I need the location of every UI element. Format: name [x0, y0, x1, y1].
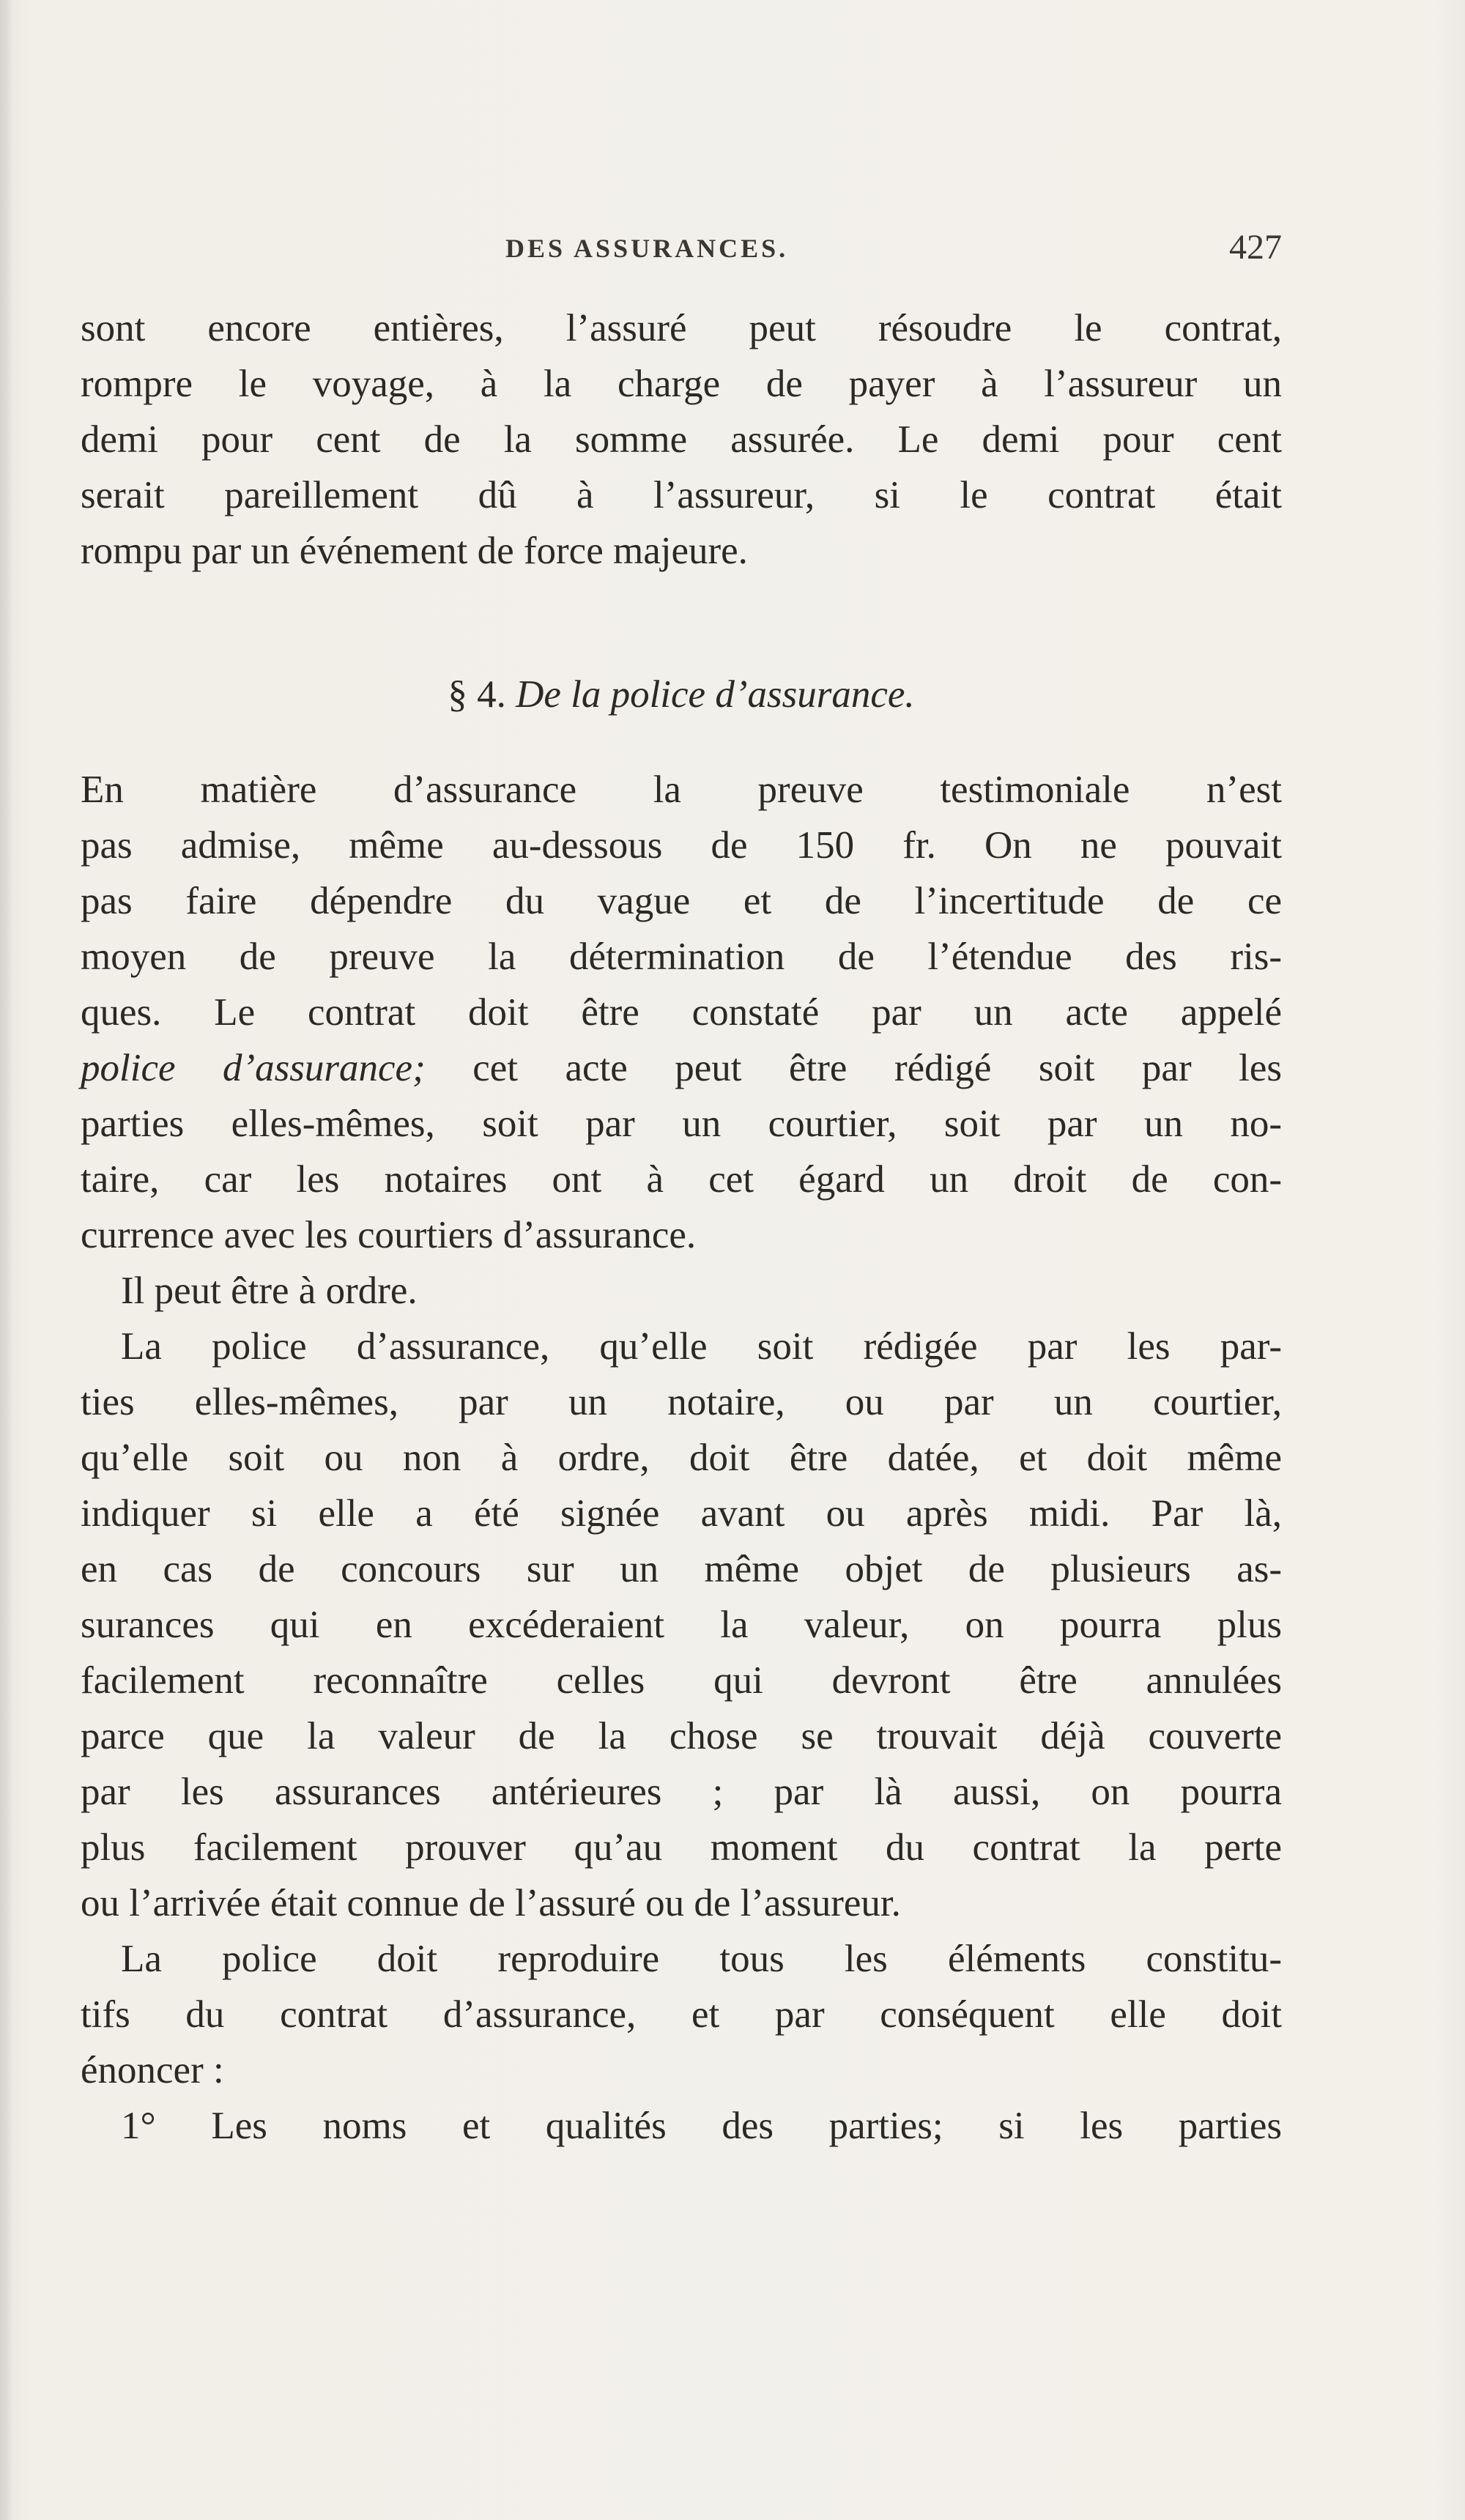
text-line: pas faire dépendre du vague et de l’incertitude de ce: [81, 880, 1282, 922]
text-line: parce que la valeur de la chose se trouvait déjà couverte: [81, 1715, 1282, 1757]
text-line: ou l’arrivée était connue de l’assuré ou de l’assureur.: [81, 1882, 901, 1924]
text-line: serait pareillement dû à l’assureur, si le contrat était: [81, 474, 1282, 516]
text-line-with-italic: [81, 1040, 1282, 1096]
text-line: rompu par un événement de force majeure.: [81, 530, 748, 572]
page-number: 427: [1229, 228, 1282, 267]
text-line: Il peut être à ordre.: [121, 1270, 418, 1312]
text-line: La police doit reproduire tous les éléments constitu-: [121, 1938, 1282, 1980]
line-remainder: cet acte peut être rédigé soit par les: [472, 1047, 1282, 1089]
italic-phrase: police d’assurance;: [81, 1047, 426, 1089]
text-line: énoncer :: [81, 2049, 224, 2091]
page-gutter-shadow: [0, 0, 13, 2520]
section-title: De la police d’assurance.: [516, 673, 915, 716]
text-line: facilement reconnaître celles qui devront être annulées: [81, 1659, 1282, 1702]
text-line: ques. Le contrat doit être constaté par un acte appelé: [81, 991, 1282, 1034]
text-line: qu’elle soit ou non à ordre, doit être datée, et doit même: [81, 1437, 1282, 1479]
running-title: DES ASSURANCES.: [505, 234, 789, 263]
text-line: En matière d’assurance la preuve testimoniale n’est: [81, 768, 1282, 811]
text-line: pas admise, même au-dessous de 150 fr. On ne pouvait: [81, 824, 1282, 867]
section-mark: § 4.: [448, 673, 506, 716]
text-line: rompre le voyage, à la charge de payer à l’assureur un: [81, 363, 1282, 405]
text-line: par les assurances antérieures ; par là aussi, on pourra: [81, 1771, 1282, 1813]
text-line: moyen de preuve la détermination de l’étendue des ris-: [81, 935, 1282, 978]
text-line: currence avec les courtiers d’assurance.: [81, 1214, 697, 1256]
text-line: demi pour cent de la somme assurée. Le demi pour cent: [81, 418, 1282, 461]
text-line: parties elles-mêmes, soit par un courtier, soit par un no-: [81, 1102, 1282, 1145]
text-line: sont encore entières, l’assuré peut résoudre le contrat,: [81, 307, 1282, 349]
text-line: ties elles-mêmes, par un notaire, ou par un courtier,: [81, 1381, 1282, 1423]
text-line: La police d’assurance, qu’elle soit rédigée par les par-: [121, 1325, 1282, 1368]
page-header: [81, 228, 1282, 277]
text-line: en cas de concours sur un même objet de plusieurs as-: [81, 1548, 1282, 1590]
text-line: surances qui en excéderaient la valeur, on pourra plus: [81, 1604, 1282, 1646]
text-line: 1° Les noms et qualités des parties; si les parties: [121, 2105, 1282, 2147]
text-line: plus facilement prouver qu’au moment du contrat la perte: [81, 1826, 1282, 1869]
text-line: taire, car les notaires ont à cet égard un droit de con-: [81, 1158, 1282, 1201]
text-line: tifs du contrat d’assurance, et par conséquent elle doit: [81, 1993, 1282, 2036]
section-heading: [81, 667, 1282, 722]
text-line: indiquer si elle a été signée avant ou après midi. Par là,: [81, 1492, 1282, 1535]
